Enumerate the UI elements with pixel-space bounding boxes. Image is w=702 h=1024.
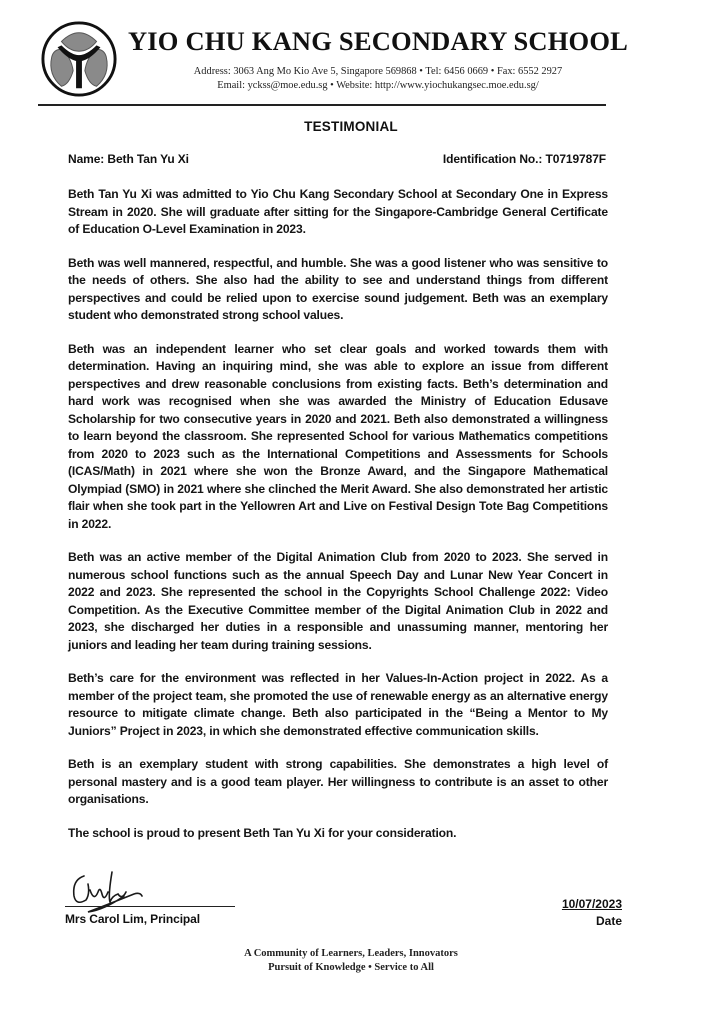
header-divider	[38, 104, 606, 106]
paragraph-admission: Beth Tan Yu Xi was admitted to Yio Chu Kang Secondary School at Secondary One in Express Stream in 2020. She will graduate after sitting for the Singapore-Cambridge General Certificate of Education O-Level Examination in 2023.	[68, 187, 608, 236]
document-title: TESTIMONIAL	[304, 119, 398, 134]
paragraph-closing: The school is proud to present Beth Tan Yu Xi for your consideration.	[68, 825, 457, 840]
date-label: Date	[595, 914, 622, 928]
paragraph-summary: Beth is an exemplary student with strong capabilities. She demonstrates a high level of personal mastery and is a good team player. Her willingness to contribute is an asset to other organisations.	[68, 757, 608, 806]
paragraph-values-in-action: Beth’s care for the environment was reflected in her Values-In-Action project in 2022. As a member of the project team, she promoted the use of renewable energy as an alternative energy resource to mitigate climate change. Beth also participated in the “Being a Mentor to My Juniors” Project in 2023, in which she demonstrated effective communication skills.	[68, 671, 608, 738]
school-motto-line1: A Community of Learners, Leaders, Innovators	[244, 948, 458, 959]
school-motto-line2: Pursuit of Knowledge • Service to All	[268, 962, 434, 973]
signature-line	[65, 906, 235, 907]
school-crest-icon	[40, 20, 118, 98]
school-email-website-line: Email: yckss@moe.edu.sg • Website: http://www.yiochukangsec.moe.edu.sg/	[217, 80, 539, 91]
testimonial-body	[68, 186, 608, 858]
student-identity-row	[68, 152, 606, 166]
paragraph-cca: Beth was an active member of the Digital Animation Club from 2020 to 2023. She served in numerous school functions such as the annual Speech Day and Lunar New Year Concert in 2022 and 2023. She represented the school in the Copyrights School Challenge 2022: Video Competition. As the Executive Committee member of the Digital Animation Club in 2022 and 2023, she discharged her duties in a responsible and unassuming manner, mentoring her juniors and leading her team during training sessions.	[68, 550, 608, 652]
signer-name: Mrs Carol Lim, Principal	[65, 912, 200, 926]
identification-number: Identification No.: T0719787F	[442, 152, 606, 166]
paragraph-academics: Beth was an independent learner who set clear goals and worked towards them with determination. Having an inquiring mind, she was able to explore an issue from different perspectives and drew reasonable conclusions from existing facts. Beth’s determination and hard work was recognised when she was awarded the Ministry of Education Edusave Scholarship for two consecutive years in 2020 and 2021. Beth also demonstrated a willingness to learn beyond the classroom. She represented School for various Mathematics competitions from 2020 to 2023 such as the International Competitions and Assessments for Schools (ICAS/Math) in 2021 where she won the Bronze Award, and the Singapore Mathematical Olympiad (SMO) in 2021 where she clinched the Merit Award. She also demonstrated her artistic flair when she took part in the Yellowren Art and Live on Festival Design Tote Bag Competitions in 2022.	[68, 341, 608, 531]
date-value: 10/07/2023	[561, 897, 622, 911]
school-address-line: Address: 3063 Ang Mo Kio Ave 5, Singapore 569868 • Tel: 6456 0669 • Fax: 6552 2927	[193, 66, 563, 77]
paragraph-character: Beth was well mannered, respectful, and humble. She was a good listener who was sensitive to the needs of others. She also had the ability to see and understand things from different perspectives and could be relied upon to exercise sound judgement. Beth was an exemplary student who demonstrated strong school values.	[68, 255, 608, 322]
school-name: YIO CHU KANG SECONDARY SCHOOL	[127, 26, 629, 56]
letterhead	[40, 20, 660, 106]
student-name: Name: Beth Tan Yu Xi	[68, 152, 189, 166]
